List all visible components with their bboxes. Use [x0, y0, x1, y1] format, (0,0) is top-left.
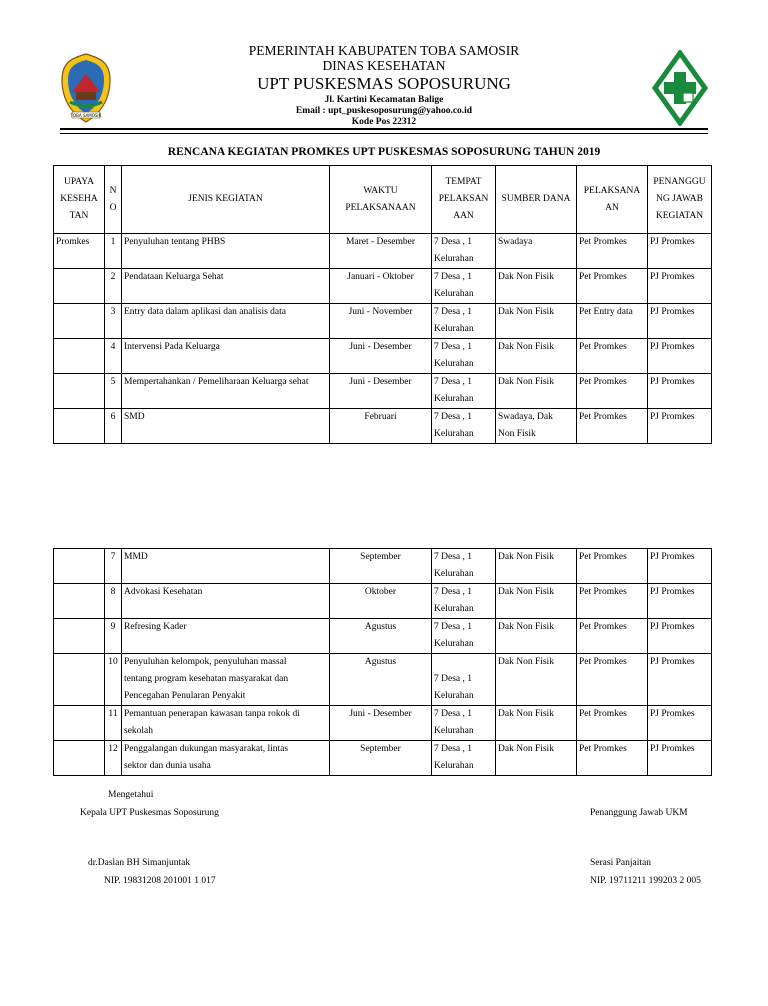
header-penanggung: PENANGGU NG JAWAB KEGIATAN — [648, 166, 712, 234]
department-name: DINAS KESEHATAN — [322, 58, 446, 73]
header-tempat: TEMPAT PELAKSAN AAN — [432, 166, 496, 234]
cell-sumber: Swadaya — [496, 234, 577, 269]
cell-upaya: Promkes — [54, 234, 105, 269]
cell-upaya — [54, 269, 105, 304]
cell-pelaksana: Pet Promkes — [577, 269, 648, 304]
seal-text: TOBA SAMOSIR — [70, 113, 102, 118]
cell-waktu: September — [330, 741, 432, 776]
cell-jenis: Entry data dalam aplikasi dan analisis data — [122, 304, 330, 339]
institution-name: UPT PUSKESMAS SOPOSURUNG — [257, 74, 511, 93]
cell-pelaksana: Pet Promkes — [577, 549, 648, 584]
header-upaya: UPAYA KESEHA TAN — [54, 166, 105, 234]
cell-pelaksana: Pet Promkes — [577, 584, 648, 619]
cell-no: 8 — [105, 584, 122, 619]
cell-pelaksana: Pet Entry data — [577, 304, 648, 339]
table-row — [54, 706, 712, 741]
header-waktu: WAKTU PELAKSANAAN — [330, 166, 432, 234]
cell-waktu: Juni - November — [330, 304, 432, 339]
head-name: dr.Daslan BH Simanjuntak — [88, 858, 191, 868]
cell-jenis: Mempertahankan / Pemeliharaan Keluarga sehat — [122, 374, 330, 409]
document-title: RENCANA KEGIATAN PROMKES UPT PUSKESMAS SOPOSURUNG TAHUN 2019 — [167, 146, 601, 158]
email-line: Email : upt_puskesoposurung@yahoo.co.id — [295, 106, 473, 116]
table-row — [54, 234, 712, 269]
cell-tempat: 7 Desa , 1 Kelurahan — [432, 269, 496, 304]
table-row — [54, 549, 712, 584]
cell-tempat: 7 Desa , 1 Kelurahan — [432, 304, 496, 339]
cell-jenis: Pemantuan penerapan kawasan tanpa rokok di sekolah — [122, 706, 330, 741]
cell-waktu: Agustus — [330, 619, 432, 654]
cell-pelaksana: Pet Promkes — [577, 741, 648, 776]
cell-penanggung-jawab: PJ Promkes — [648, 409, 712, 444]
cell-penanggung-jawab: PJ Promkes — [648, 584, 712, 619]
ukm-role: Penanggung Jawab UKM — [590, 808, 688, 818]
cell-jenis: Intervensi Pada Keluarga — [122, 339, 330, 374]
activity-table — [53, 165, 712, 444]
cell-penanggung-jawab: PJ Promkes — [648, 269, 712, 304]
header-jenis: JENIS KEGIATAN — [122, 166, 330, 234]
cell-jenis: Penyuluhan tentang PHBS — [122, 234, 330, 269]
cell-upaya — [54, 549, 105, 584]
cell-sumber: Dak Non Fisik — [496, 304, 577, 339]
cell-waktu: Agustus — [330, 654, 432, 706]
cell-no: 12 — [105, 741, 122, 776]
postal-code-line: Kode Pos 22312 — [351, 117, 417, 127]
cell-no: 7 — [105, 549, 122, 584]
ukm-name: Serasi Panjaitan — [590, 858, 651, 868]
address-line: Jl. Kartini Kecamatan Balige — [324, 95, 444, 105]
acknowledged-label: Mengetahui — [108, 790, 154, 800]
cell-upaya — [54, 654, 105, 706]
cell-jenis: MMD — [122, 549, 330, 584]
header-sumber: SUMBER DANA — [496, 166, 577, 234]
cell-no: 5 — [105, 374, 122, 409]
cell-sumber: Dak Non Fisik — [496, 269, 577, 304]
ukm-nip: NIP. 19711211 199203 2 005 — [590, 876, 701, 886]
cell-tempat: 7 Desa , 1 Kelurahan — [432, 234, 496, 269]
cell-waktu: September — [330, 549, 432, 584]
letterhead-rule-thin — [60, 133, 708, 134]
cell-penanggung-jawab: PJ Promkes — [648, 339, 712, 374]
cell-pelaksana: Pet Promkes — [577, 654, 648, 706]
cell-jenis: Penyuluhan kelompok, penyuluhan massal tentang program kesehatan masyarakat dan Pencegahan Penularan Penyakit — [122, 654, 330, 706]
cell-pelaksana: Pet Promkes — [577, 374, 648, 409]
header-pelaksana: PELAKSANA AN — [577, 166, 648, 234]
cell-no: 9 — [105, 619, 122, 654]
cell-penanggung-jawab: PJ Promkes — [648, 741, 712, 776]
cell-penanggung-jawab: PJ Promkes — [648, 549, 712, 584]
cell-upaya — [54, 409, 105, 444]
cell-no: 10 — [105, 654, 122, 706]
cell-tempat: 7 Desa , 1 Kelurahan — [432, 741, 496, 776]
cell-jenis: SMD — [122, 409, 330, 444]
cell-penanggung-jawab: PJ Promkes — [648, 374, 712, 409]
table-row — [54, 269, 712, 304]
cell-upaya — [54, 584, 105, 619]
cell-sumber: Dak Non Fisik — [496, 654, 577, 706]
activity-table-continued — [53, 548, 712, 776]
cell-upaya — [54, 706, 105, 741]
cell-pelaksana: Pet Promkes — [577, 409, 648, 444]
cell-upaya — [54, 741, 105, 776]
cell-sumber: Dak Non Fisik — [496, 374, 577, 409]
cell-pelaksana: Pet Promkes — [577, 339, 648, 374]
cell-jenis: Advokasi Kesehatan — [122, 584, 330, 619]
cell-jenis: Refresing Kader — [122, 619, 330, 654]
cell-pelaksana: Pet Promkes — [577, 706, 648, 741]
cell-no: 4 — [105, 339, 122, 374]
cell-upaya — [54, 339, 105, 374]
cell-no: 1 — [105, 234, 122, 269]
cell-waktu: Oktober — [330, 584, 432, 619]
cell-tempat: 7 Desa , 1 Kelurahan — [432, 584, 496, 619]
cell-no: 6 — [105, 409, 122, 444]
cell-waktu: Februari — [330, 409, 432, 444]
cell-penanggung-jawab: PJ Promkes — [648, 304, 712, 339]
cell-jenis: Pendataan Keluarga Sehat — [122, 269, 330, 304]
cell-tempat: 7 Desa , 1 Kelurahan — [432, 339, 496, 374]
cell-jenis: Penggalangan dukungan masyarakat, lintas sektor dan dunia usaha — [122, 741, 330, 776]
table-row — [54, 584, 712, 619]
header-no: N O — [105, 166, 122, 234]
cell-penanggung-jawab: PJ Promkes — [648, 654, 712, 706]
cell-sumber: Dak Non Fisik — [496, 619, 577, 654]
cell-sumber: Dak Non Fisik — [496, 339, 577, 374]
table-header-row — [54, 166, 712, 234]
cell-upaya — [54, 304, 105, 339]
cell-sumber: Dak Non Fisik — [496, 549, 577, 584]
cell-tempat: 7 Desa , 1 Kelurahan — [432, 409, 496, 444]
table-row — [54, 741, 712, 776]
head-nip: NIP. 19831208 201001 1 017 — [104, 876, 216, 886]
cell-sumber: Dak Non Fisik — [496, 706, 577, 741]
cell-tempat: 7 Desa , 1 Kelurahan — [432, 374, 496, 409]
cell-pelaksana: Pet Promkes — [577, 619, 648, 654]
cell-waktu: Juni - Desember — [330, 374, 432, 409]
cell-tempat: 7 Desa , 1 Kelurahan — [432, 706, 496, 741]
table-row — [54, 374, 712, 409]
cell-waktu: Juni - Desember — [330, 706, 432, 741]
head-role: Kepala UPT Puskesmas Soposurung — [80, 808, 219, 818]
cell-penanggung-jawab: PJ Promkes — [648, 234, 712, 269]
cell-waktu: Maret - Desember — [330, 234, 432, 269]
cell-tempat: 7 Desa , 1 Kelurahan — [432, 549, 496, 584]
cell-upaya — [54, 374, 105, 409]
cell-penanggung-jawab: PJ Promkes — [648, 706, 712, 741]
cell-penanggung-jawab: PJ Promkes — [648, 619, 712, 654]
cell-waktu: Januari - Oktober — [330, 269, 432, 304]
letterhead-rule-thick — [60, 128, 708, 130]
cell-no: 3 — [105, 304, 122, 339]
cell-tempat: 7 Desa , 1 Kelurahan — [432, 654, 496, 706]
table-row — [54, 409, 712, 444]
cell-no: 11 — [105, 706, 122, 741]
cell-upaya — [54, 619, 105, 654]
cell-pelaksana: Pet Promkes — [577, 234, 648, 269]
table-row — [54, 339, 712, 374]
table-row — [54, 654, 712, 706]
cell-sumber: Dak Non Fisik — [496, 584, 577, 619]
cell-no: 2 — [105, 269, 122, 304]
cell-sumber: Dak Non Fisik — [496, 741, 577, 776]
government-name: PEMERINTAH KABUPATEN TOBA SAMOSIR — [248, 43, 520, 58]
cell-tempat: 7 Desa , 1 Kelurahan — [432, 619, 496, 654]
table-row — [54, 619, 712, 654]
table-row — [54, 304, 712, 339]
cell-waktu: Juni - Desember — [330, 339, 432, 374]
cell-sumber: Swadaya, Dak Non Fisik — [496, 409, 577, 444]
